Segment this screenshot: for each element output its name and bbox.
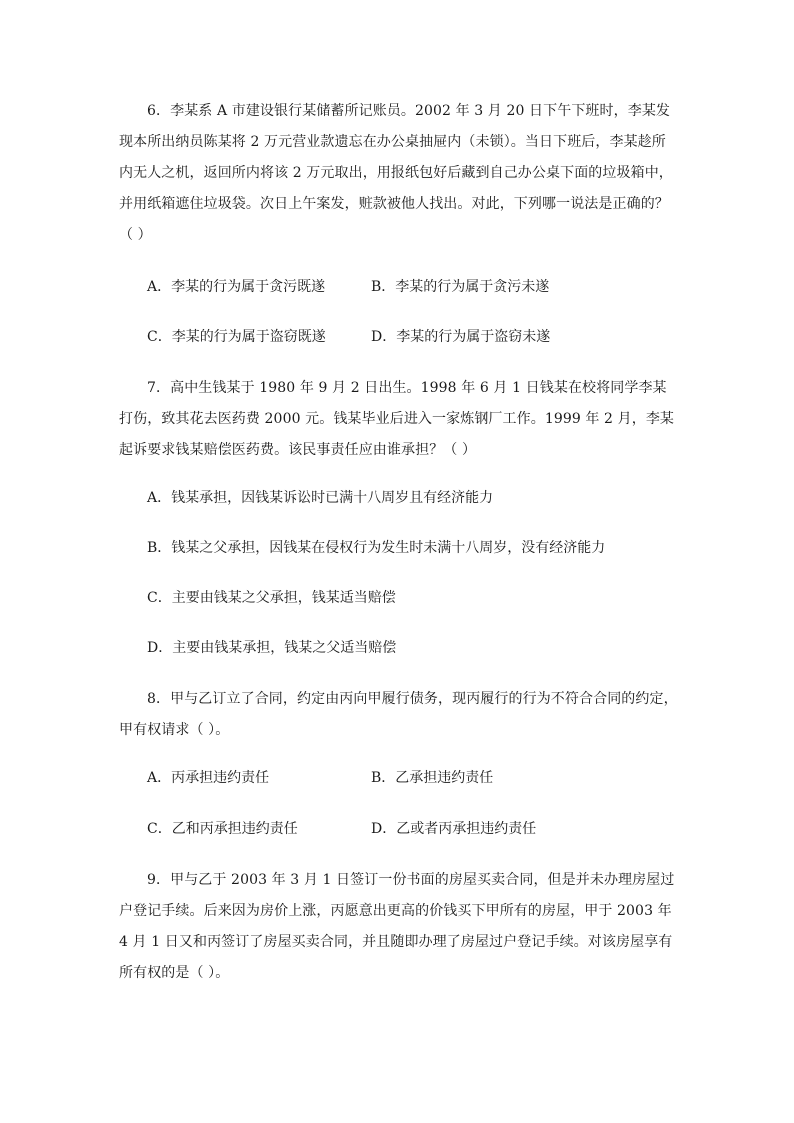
question-8-option-c: C．乙和丙承担违约责任	[147, 821, 298, 837]
question-7-option-d: D．主要由钱某承担，钱某之父适当赔偿	[147, 640, 397, 656]
question-8-option-b: B．乙承担违约责任	[371, 770, 494, 786]
question-8-stem: 8．甲与乙订立了合同，约定由丙向甲履行债务，现丙履行的行为不符合合同的约定，甲有权请求（ ）。	[119, 691, 678, 738]
question-6-option-a: A．李某的行为属于贪污既遂	[147, 279, 326, 295]
question-7-option-a: A．钱某承担，因钱某诉讼时已满十八周岁且有经济能力	[147, 490, 494, 506]
question-7-stem: 7．高中生钱某于 1980 年 9 月 2 日出生。1998 年 6 月 1 日钱某在校将同学李某打伤，致其花去医药费 2000 元。钱某毕业后进入一家炼钢厂工作。1999 年 2 月，李某起诉要求钱某赔偿医药费。该民事责任应由谁承担？（ ）	[119, 380, 675, 458]
question-6-stem: 6．李某系 A 市建设银行某储蓄所记账员。2002 年 3 月 20 日下午下班时，李某发现本所出纳员陈某将 2 万元营业款遗忘在办公桌抽屉内（未锁）。当日下班后，李某趁所内无人之机，返回所内将该 2 万元取出，用报纸包好后藏到自己办公桌下面的垃圾箱中，并用纸箱遮住垃圾袋。次日上午案发，赃款被他人找出。对此，下列哪一说法是正确的？（ ）	[119, 103, 673, 243]
question-8-option-a: A．丙承担违约责任	[147, 770, 270, 786]
question-9-stem: 9．甲与乙于 2003 年 3 月 1 日签订一份书面的房屋买卖合同，但是并未办理房屋过户登记手续。后来因为房价上涨，丙愿意出更高的价钱买下甲所有的房屋，甲于 2003 年 4 月 1 日又和丙签订了房屋买卖合同，并且随即办理了房屋过户登记手续。对该房屋享有所有权的是（ ）。	[119, 872, 675, 981]
question-6-option-d: D．李某的行为属于盗窃未遂	[371, 329, 551, 345]
question-6-option-b: B．李某的行为属于贪污未遂	[371, 279, 550, 295]
question-6-option-c: C．李某的行为属于盗窃既遂	[147, 329, 326, 345]
question-7-option-b: B．钱某之父承担，因钱某在侵权行为发生时未满十八周岁，没有经济能力	[147, 540, 606, 556]
question-7-option-c: C．主要由钱某之父承担，钱某适当赔偿	[147, 590, 396, 606]
question-8-option-d: D．乙或者丙承担违约责任	[371, 821, 537, 837]
